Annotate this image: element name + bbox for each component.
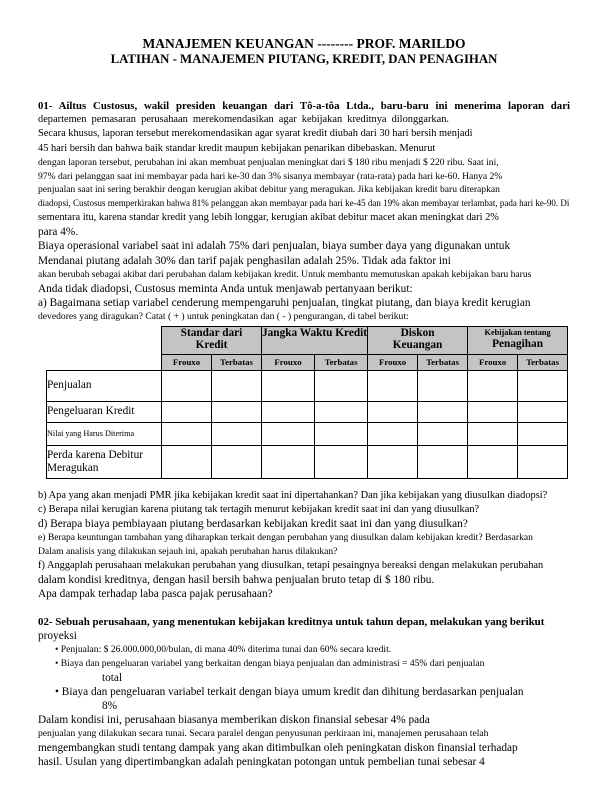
question-a-line: devedores yang diragukan? Catat ( + ) untuk peningkatan dan ( - ) pengurangan, di tabel berikut: — [38, 311, 409, 323]
row-label: Perda karena Debitur Meragukan — [47, 445, 162, 478]
table-cell — [262, 422, 315, 445]
question-e-line: e) Berapa keuntungan tambahan yang diharapkan terkait dengan perubahan yang diusulkan dalam kebijakan kredit? Berdasarkan — [38, 532, 533, 544]
table-cell — [518, 401, 568, 422]
table-cell — [212, 445, 262, 478]
body-line: mengembangkan studi tentang dampak yang akan ditimbulkan oleh peningkatan diskon finansial terhadap — [38, 742, 518, 755]
table-subheader: Frouxo — [262, 354, 315, 370]
table-cell — [368, 422, 418, 445]
table-cell — [162, 370, 212, 401]
table-subheader: Terbatas — [212, 354, 262, 370]
body-line: diadopsi, Custosus memperkirakan bahwa 81% pelanggan akan membayar pada hari ke-45 dan 19% akan membayar terlambat, pada hari ke-90. Di — [38, 198, 570, 209]
table-cell — [262, 370, 315, 401]
question-f-line: Apa dampak terhadap laba pasca pajak perusahaan? — [38, 588, 273, 601]
table-group-header — [262, 326, 368, 354]
bullet-item: • Biaya dan pengeluaran variabel terkait dengan biaya umum kredit dan dihitung berdasarkan penjualan — [55, 685, 524, 698]
table-subheader: Frouxo — [162, 354, 212, 370]
body-line: penjualan saat ini sering berakhir dengan kerugian akibat debitur yang meragukan. Jika kebijakan kredit baru diterapkan — [38, 184, 500, 196]
table-cell — [418, 445, 468, 478]
body-line: Biaya operasional variabel saat ini adalah 75% dari penjualan, biaya sumber daya yang digunakan untuk — [38, 240, 511, 253]
table-cell — [468, 401, 518, 422]
table-cell — [315, 445, 368, 478]
section-02-heading-cont: proyeksi — [38, 629, 77, 642]
table-subheader: Frouxo — [368, 354, 418, 370]
body-line: Anda tidak diadopsi, Custosus meminta Anda untuk menjawab pertanyaan berikut: — [38, 282, 413, 295]
table-cell — [262, 401, 315, 422]
page-subtitle: LATIHAN - MANAJEMEN PIUTANG, KREDIT, DAN PENAGIHAN — [110, 52, 498, 66]
question-f-line: f) Anggaplah perusahaan melakukan perubahan yang diusulkan, tetapi pesaingnya bereaksi dengan melakukan perubahan — [38, 560, 544, 572]
question-d: d) Berapa biaya pembiayaan piutang berdasarkan kebijakan kredit saat ini dan yang diusulkan? — [38, 518, 468, 531]
bullet-continuation: total — [102, 671, 123, 684]
table-cell — [262, 445, 315, 478]
body-line: Secara khusus, laporan tersebut merekomendasikan agar syarat kredit diubah dari 30 hari bersih menjadi — [38, 128, 473, 140]
table-row — [47, 370, 568, 401]
group-header-label: Jangka Waktu Kredit — [262, 326, 368, 339]
body-line: sementara itu, karena standar kredit yang lebih longgar, kerugian akibat debitur macet akan meningkat dari 2% — [38, 212, 499, 223]
table-cell — [315, 370, 368, 401]
row-label: Nilai yang Harus Diterima — [47, 422, 162, 445]
section-01 — [38, 99, 570, 324]
table-cell — [162, 422, 212, 445]
body-line: 97% dari pelanggan saat ini membayar pada hari ke-30 dan 3% sisanya membayar (rata-rata) pada hari ke-60. Hanya 2% — [38, 170, 503, 182]
table-cell — [315, 401, 368, 422]
body-line: Mendanai piutang adalah 30% dan tarif pajak penghasilan adalah 25%. Tidak ada faktor ini — [38, 254, 451, 267]
body-line: akan berubah sebagai akibat dari perubahan dalam kebijakan kredit. Untuk membantu memutuskan apakah kebijakan baru harus — [38, 268, 532, 280]
bullet-item: • Biaya dan pengeluaran variabel yang berkaitan dengan biaya penjualan dan administrasi = 45% dari penjualan — [55, 657, 485, 669]
question-e-line: Dalam analisis yang dilakukan sejauh ini, apakah perubahan harus dilakukan? — [38, 546, 338, 558]
bullet-continuation: 8% — [102, 700, 118, 713]
body-line: hasil. Usulan yang dipertimbangkan adalah peningkatan potongan untuk pembelian tunai sebesar 4 — [38, 756, 485, 769]
body-line: Dalam kondisi ini, perusahaan biasanya memberikan diskon finansial sebesar 4% pada — [38, 714, 430, 727]
table-subheader: Terbatas — [518, 354, 568, 370]
table-subheader: Terbatas — [418, 354, 468, 370]
table-row — [47, 422, 568, 445]
table-subheader: Frouxo — [468, 354, 518, 370]
table-cell — [368, 370, 418, 401]
bullet-icon: • — [55, 685, 59, 698]
table-corner-blank — [47, 326, 162, 370]
table-cell — [468, 422, 518, 445]
table-cell — [518, 422, 568, 445]
body-line: 01- Ailtus Custosus, wakil presiden keuangan dari Tô-a-tôa Ltda., baru-baru ini menerima laporan dari — [38, 100, 570, 112]
document-header — [38, 36, 570, 67]
table-group-header — [162, 326, 262, 354]
table-cell — [162, 401, 212, 422]
body-line: dengan laporan tersebut, perubahan ini akan membuat penjualan meningkat dari $ 180 ribu menjadi $ 220 ribu. Saat ini, — [38, 156, 499, 168]
table-row — [47, 445, 568, 478]
body-line: departemen pemasaran perusahaan merekomendasikan agar kebijakan kreditnya dilonggarkan. — [38, 114, 450, 126]
bullet-icon: • — [55, 644, 59, 656]
table-cell — [418, 370, 468, 401]
bullet-item: • Penjualan: $ 26.000.000,00/bulan, di mana 40% diterima tunai dan 60% secara kredit. — [55, 644, 392, 656]
table-cell — [418, 422, 468, 445]
table-cell — [368, 401, 418, 422]
table-group-header — [468, 326, 568, 354]
row-label: Pengeluaran Kredit — [47, 401, 162, 422]
questions-block — [38, 489, 570, 602]
table-cell — [418, 401, 468, 422]
body-line: para 4%. — [38, 226, 79, 239]
table-cell — [315, 422, 368, 445]
table-cell — [518, 445, 568, 478]
group-header-label: Standar dari Kredit — [180, 326, 243, 352]
group-header-label: Diskon Keuangan — [392, 326, 443, 352]
section-02 — [38, 615, 570, 770]
group-header-label-small: Kebijakan tentang — [484, 327, 551, 337]
row-label: Penjualan — [47, 370, 162, 401]
table-cell — [468, 445, 518, 478]
body-line: 45 hari bersih dan bahwa baik standar kredit maupun kebijakan penarikan dibebaskan. Menurut — [38, 142, 436, 154]
question-a-line: a) Bagaimana setiap variabel cenderung mempengaruhi penjualan, tingkat piutang, dan biaya kredit kerugian — [38, 296, 531, 309]
table-cell — [212, 370, 262, 401]
table-cell — [518, 370, 568, 401]
section-02-heading: 02- Sebuah perusahaan, yang menentukan kebijakan kreditnya untuk tahun depan, melakukan yang berikut — [38, 615, 545, 628]
table-group-header — [368, 326, 468, 354]
table-cell — [162, 445, 212, 478]
impact-table — [46, 326, 568, 479]
table-cell — [212, 422, 262, 445]
group-header-label: Penagihan — [492, 337, 543, 350]
question-c: c) Berapa nilai kerugian karena piutang tak tertagih menurut kebijakan kredit saat ini dan yang diusulkan? — [38, 504, 480, 516]
page-title: MANAJEMEN KEUANGAN -------- PROF. MARILDO — [142, 36, 466, 51]
body-line: penjualan yang dilakukan secara tunai. Secara paralel dengan penyusunan perkiraan ini, manajemen perusahaan telah — [38, 728, 489, 740]
table-row — [47, 401, 568, 422]
question-f-line: dalam kondisi kreditnya, dengan hasil bersih bahwa penjualan bruto tetap di $ 180 ribu. — [38, 574, 435, 587]
table-cell — [368, 445, 418, 478]
table-subheader: Terbatas — [315, 354, 368, 370]
table-cell — [212, 401, 262, 422]
question-b: b) Apa yang akan menjadi PMR jika kebijakan kredit saat ini dipertahankan? Dan jika kebijakan yang diusulkan diadopsi? — [38, 489, 548, 501]
table-cell — [468, 370, 518, 401]
bullet-icon: • — [55, 657, 59, 669]
